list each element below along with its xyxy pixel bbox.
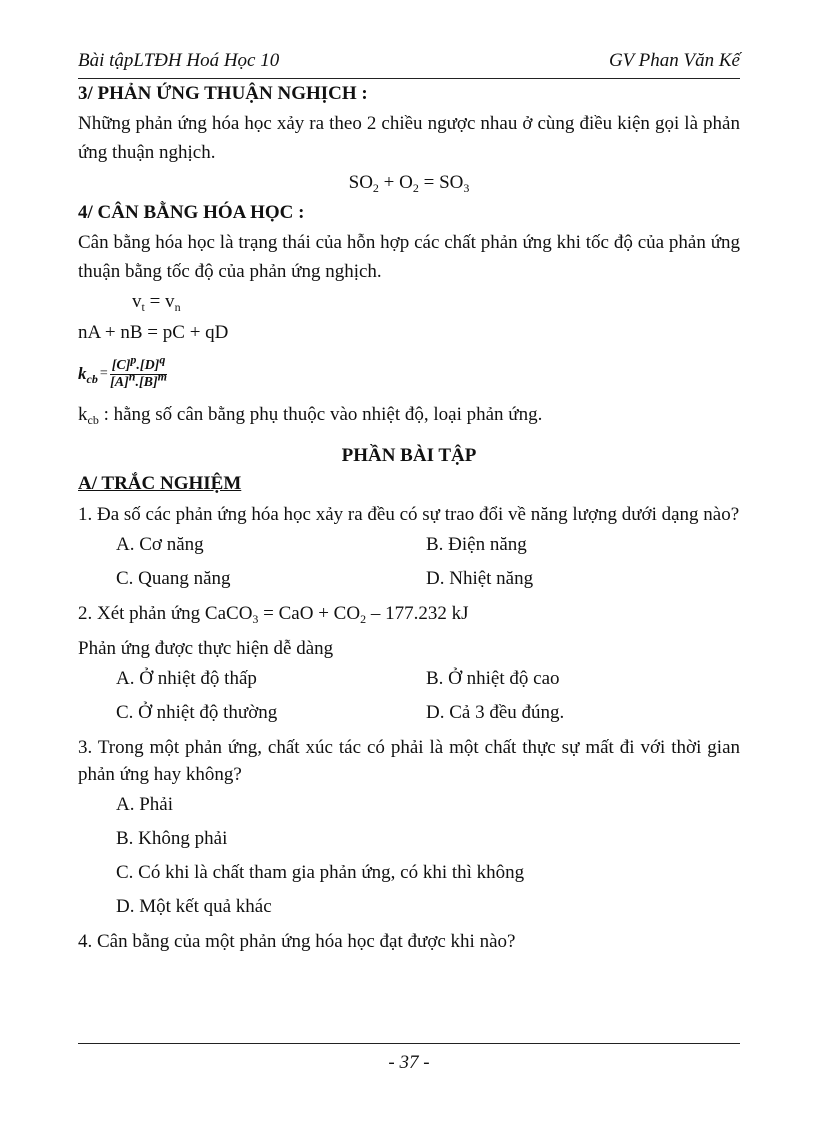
page-header: [78, 50, 740, 79]
part-title: PHẦN BÀI TẬP: [341, 445, 477, 466]
option-3d: D. Một kết quả khác: [116, 896, 272, 917]
kcb-description: $k_{cb}$ : hằng số cân bằng phụ thuộc vào nhiệt độ, loại phản ứng.: [78, 404, 543, 427]
header-right: GV Phan Văn Kế: [608, 50, 740, 71]
section-3-text: Những phản ứng hóa học xảy ra theo 2 chiều ngược nhau ở cùng điều kiện gọi là phản ứng thuận nghịch.: [78, 113, 740, 163]
option-1a: A. Cơ năng: [116, 534, 204, 555]
option-2d: D. Cả 3 đều đúng.: [426, 702, 565, 723]
option-1b: B. Điện năng: [426, 534, 527, 555]
option-3c: C. Có khi là chất tham gia phản ứng, có khi thì không: [116, 862, 525, 883]
option-3b: B. Không phải: [116, 828, 228, 849]
general-reaction: nA + nB = pC + qD: [78, 322, 229, 343]
question-2-options: [78, 662, 740, 730]
option-2c: C. Ở nhiệt độ thường: [116, 702, 278, 723]
kcb-formula: $k_{cb}$ = $\frac{[C]^p.[D]^q}{[A]^n.[B]^m}$: [78, 351, 167, 390]
page-number: - 37 -: [78, 1043, 740, 1074]
section-3-heading: 3/ PHẢN ỨNG THUẬN NGHỊCH :: [78, 83, 368, 104]
header-left: Bài tậpLTĐH Hoá Học 10: [78, 50, 280, 71]
question-2-line2: Phản ứng được thực hiện dễ dàng: [78, 638, 334, 659]
rate-equation: $v_t = v_n$: [132, 291, 181, 314]
question-3-options: [78, 788, 740, 924]
option-2a: A. Ở nhiệt độ thấp: [116, 668, 257, 689]
question-3: 3. Trong một phản ứng, chất xúc tác có phải là một chất thực sự mất đi với thời gian phản ứng hay không?: [78, 737, 740, 785]
document-page: [78, 50, 740, 955]
question-1-options: [78, 528, 740, 596]
option-3a: A. Phải: [116, 794, 173, 815]
section-a-heading: A/ TRẮC NGHIỆM: [78, 473, 242, 494]
question-1: 1. Đa số các phản ứng hóa học xảy ra đều có sự trao đổi về năng lượng dưới dạng nào?: [78, 504, 740, 525]
option-1c: C. Quang năng: [116, 568, 231, 589]
option-2b: B. Ở nhiệt độ cao: [426, 668, 560, 689]
question-4: 4. Cân bằng của một phản ứng hóa học đạt được khi nào?: [78, 931, 516, 952]
section-4-text: Cân bằng hóa học là trạng thái của hỗn hợp các chất phản ứng khi tốc độ của phản ứng thuận bằng tốc độ của phản ứng nghịch.: [78, 232, 740, 282]
question-2: 2. Xét phản ứng CaCO$_3$ = CaO + $CO_2 - 177.232$ kJ: [78, 603, 469, 626]
so2-equation: $SO_2 + O_2 = SO_3$: [348, 172, 470, 195]
option-1d: D. Nhiệt năng: [426, 568, 534, 589]
section-4-heading: 4/ CÂN BẰNG HÓA HỌC :: [78, 202, 305, 223]
